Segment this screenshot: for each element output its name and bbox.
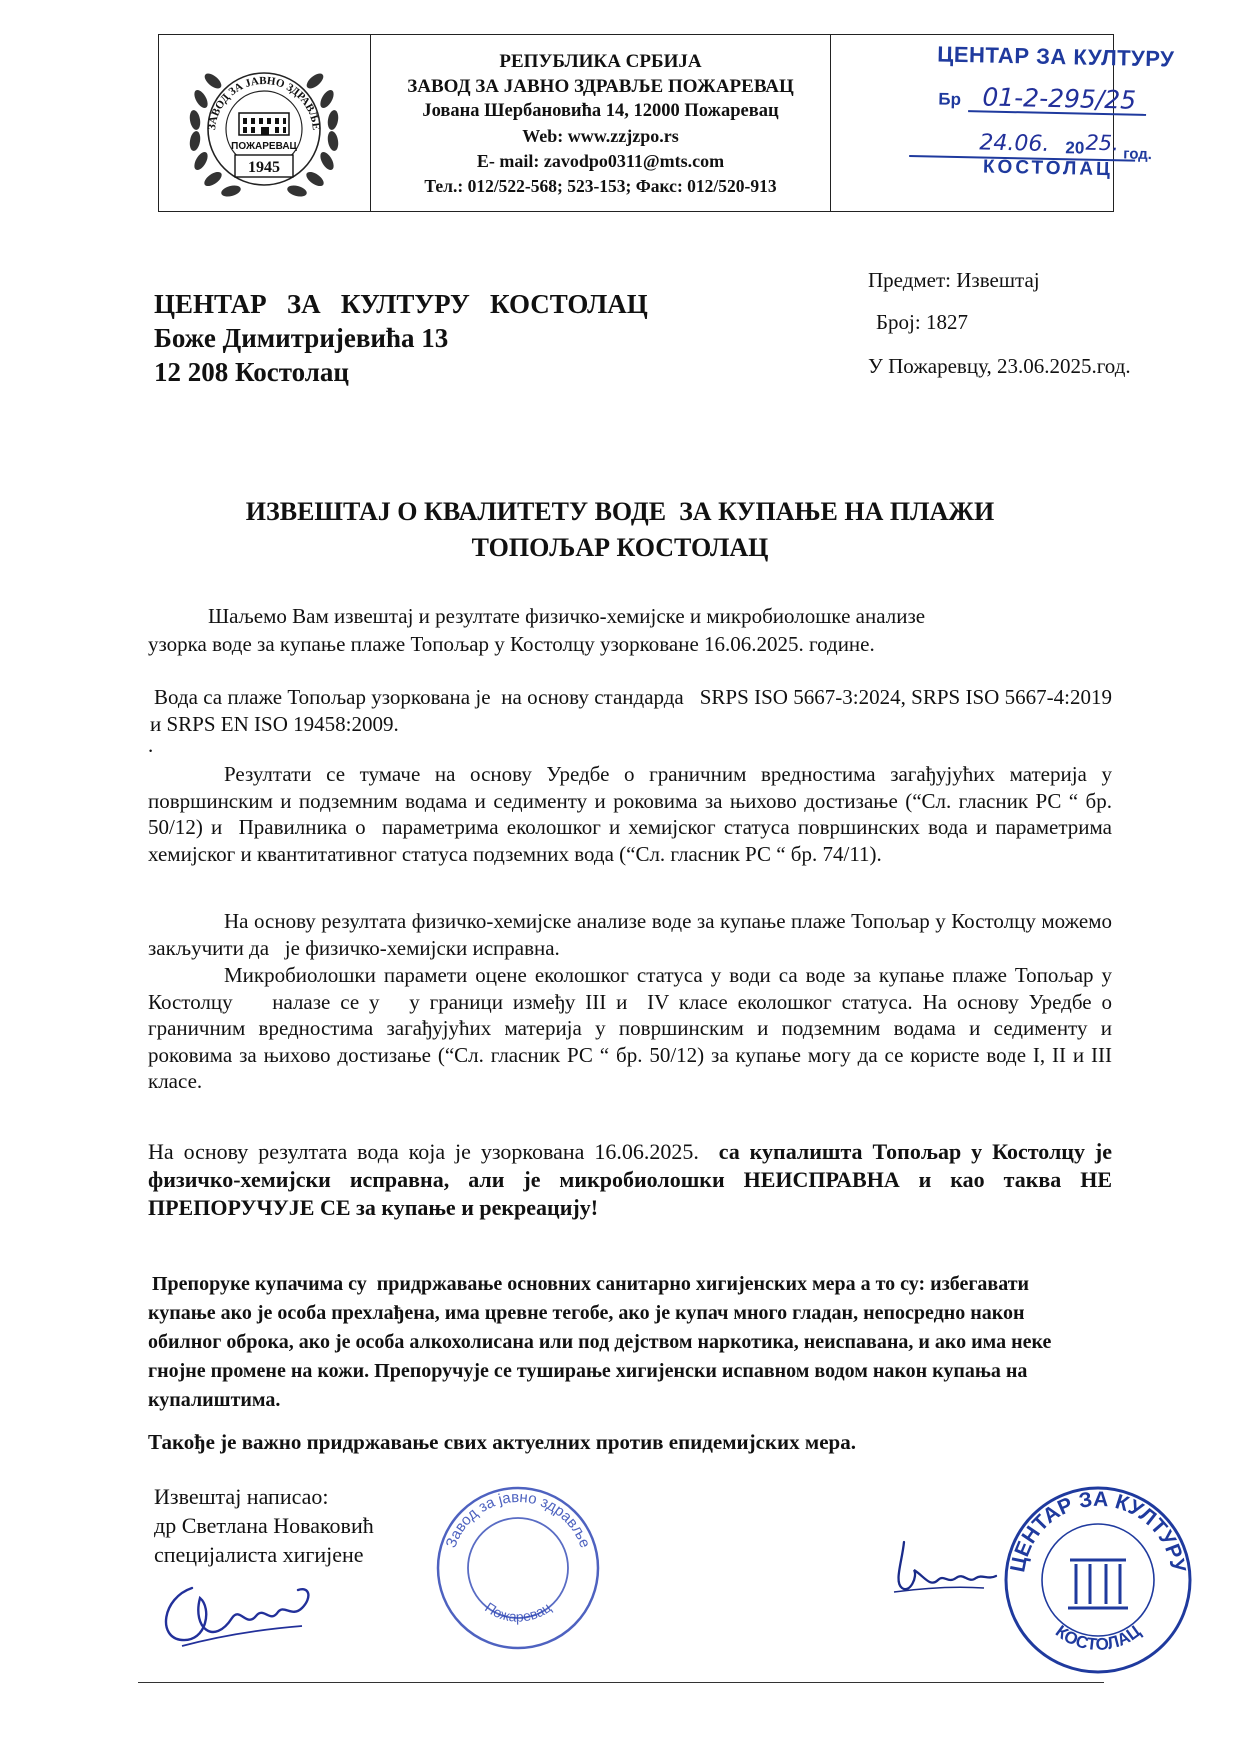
chemical-conclusion-paragraph: На основу резултата физичко-хемијске анализе воде за купање плаже Топољар у Костолцу можемо закључити да је физичко-хемијски исправна. (148, 909, 1118, 960)
intro-line2: узорка воде за купање плаже Топољар у Костолцу узорковане 16.06.2025. године. (148, 632, 875, 656)
logo-arc-text: ЗАВОД ЗА ЈАВНО ЗДРАВЉЕ (206, 74, 322, 131)
svg-text:Пожаревац (482, 1599, 554, 1625)
footer-rule (138, 1682, 1104, 1683)
author-title: специјалиста хигијене (154, 1542, 364, 1567)
place-date: У Пожаревцу, 23.06.2025.год. (868, 354, 1131, 378)
centar-stamp-text: ЦЕНТАР ЗА КУЛТУРУ (1006, 1487, 1190, 1575)
registration-stamp (918, 39, 1191, 195)
final-conclusion-normal: На основу резултата вода која је узоркована 16.06.2025. (148, 1139, 719, 1164)
final-conclusion-paragraph (148, 1138, 1112, 1222)
logo-year: 1945 (248, 159, 280, 176)
registration-year-prefix: 20 (1065, 138, 1085, 158)
institution-info (371, 35, 831, 211)
centar-round-stamp-icon (998, 1480, 1198, 1680)
registration-stamp-city: КОСТОЛАЦ (982, 156, 1114, 181)
report-title (150, 494, 1090, 566)
logo-city: ПОЖАРЕВАЦ (231, 141, 297, 152)
registration-number-value: 01-2-295/25 (982, 82, 1137, 115)
document-number: Број: 1827 (876, 310, 968, 334)
registration-year-value: 25. (1085, 130, 1120, 156)
institution-name: ЗАВОД ЗА ЈАВНО ЗДРАВЉЕ ПОЖАРЕВАЦ (407, 76, 794, 97)
registration-date-value: 24.06. (979, 130, 1050, 157)
institution-email: E- mail: zavodpo0311@mts.com (476, 151, 725, 171)
addressee-name: ЦЕНТАР ЗА КУЛТУРУ КОСТОЛАЦ (154, 289, 648, 319)
report-title-line2: ТОПОЉАР КОСТОЛАЦ (471, 533, 769, 562)
subject-line: Предмет: Извештај (868, 268, 1040, 292)
institution-address: Јована Шербановића 14, 12000 Пожаревац (422, 101, 779, 121)
svg-text:Завод за јавно здравље (443, 1489, 594, 1550)
sampling-standards: Вода са плаже Топољар узоркована је на основу стандарда SRPS ISO 5667-3:2024, SRPS ISO 5667-4:2019 и SRPS EN ISO 19458:2009. (150, 685, 1118, 736)
microbiology-paragraph: Микробиолошки парамети оцене еколошког статуса у води са воде за купање плаже Топољар у Костолцу налазе се у у граници између III и IV класе еколошког статуса. На основу Уредбе о граничним вредностима загађујућих материја у површинским и подземним водама и седименту и роковима за њихово достизање (“Сл. гласник РС “ бр. 50/12) за купање могу да се користе воде I, II и III класе. (148, 963, 1118, 1093)
logo-cell (159, 35, 371, 211)
addressee-street: Боже Димитријевића 13 (154, 323, 449, 353)
institution-phone: Тел.: 012/522-568; 523-153; Факс: 012/520-913 (424, 176, 777, 196)
registration-year-suffix: год. (1123, 145, 1153, 164)
country-name: РЕПУБЛИКА СРБИЈА (499, 51, 702, 72)
author-name: др Светлана Новаковић (154, 1513, 374, 1538)
zavod-round-stamp-icon (428, 1478, 608, 1658)
intro-line1: Шаљемо Вам извештај и резултате физичко-хемијске и микробиолошке анализе (208, 604, 926, 628)
report-title-line1: ИЗВЕШТАЈ О КВАЛИТЕТУ ВОДЕ ЗА КУПАЊЕ НА ПЛАЖИ (245, 497, 995, 526)
svg-text:КОСТОЛАЦ (1052, 1621, 1145, 1654)
registration-stamp-org: ЦЕНТАР ЗА КУЛТУРУ (937, 41, 1175, 72)
addressee-city: 12 208 Костолац (154, 357, 349, 387)
institution-web: Web: www.zzjzpo.rs (522, 126, 679, 146)
registration-number-label: Бр (938, 89, 962, 110)
institute-logo-icon (173, 41, 355, 205)
recommendations-paragraph: Препоруке купачима су придржавање основних санитарно хигијенских мера а то су: избегавати купање ако је особа прехлађена, има цревне тегобе, ако је купач много гладан, непосредно након обилног оброка, ако је особа алкохолисана или под дејством наркотика, неиспавана, и ако има неке гнојне промене на кожи. Препоручује се туширање хигијенски испавном водом након купања на купалиштима. (148, 1273, 1057, 1411)
final-conclusion-bold: са купалишта Топољар у Костолцу је физичко-хемијски исправна, али је микробиолошки НЕИСПРАВНА и као таква НЕ ПРЕПОРУЧУЈЕ СЕ за купање и рекреацију! (148, 1139, 1112, 1220)
svg-text:ЗАВОД ЗА ЈАВНО ЗДРАВЉЕ (206, 75, 322, 131)
zavod-stamp-city: Пожаревац (482, 1598, 554, 1625)
interpretation-paragraph: Резултати се тумаче на основу Уредбе о граничним вредностима загађујућих материја у површинским и подземним водама и седименту и роковима за њихово достизање (“Сл. гласник РС “ бр. 50/12) и Правилника о параметрима еколошког и хемијског статуса површинских вода и параметрима хемијског и квантитативног статуса подземних вода (“Сл. гласник РС “ бр. 74/11). (148, 762, 1118, 866)
centar-stamp-city: КОСТОЛАЦ (1051, 1621, 1145, 1655)
author-label: Извештај написао: (154, 1484, 329, 1509)
zavod-stamp-text: Завод за јавно здравље (442, 1488, 594, 1551)
director-signature-icon (884, 1532, 1004, 1612)
epidemic-measures-note: Такође је важно придржавање свих актуелних против епидемијских мера. (148, 1430, 856, 1454)
svg-text:ЦЕНТАР ЗА КУЛТУРУ (1006, 1488, 1190, 1575)
stray-dot: . (148, 733, 154, 757)
author-signature-icon (152, 1568, 322, 1658)
